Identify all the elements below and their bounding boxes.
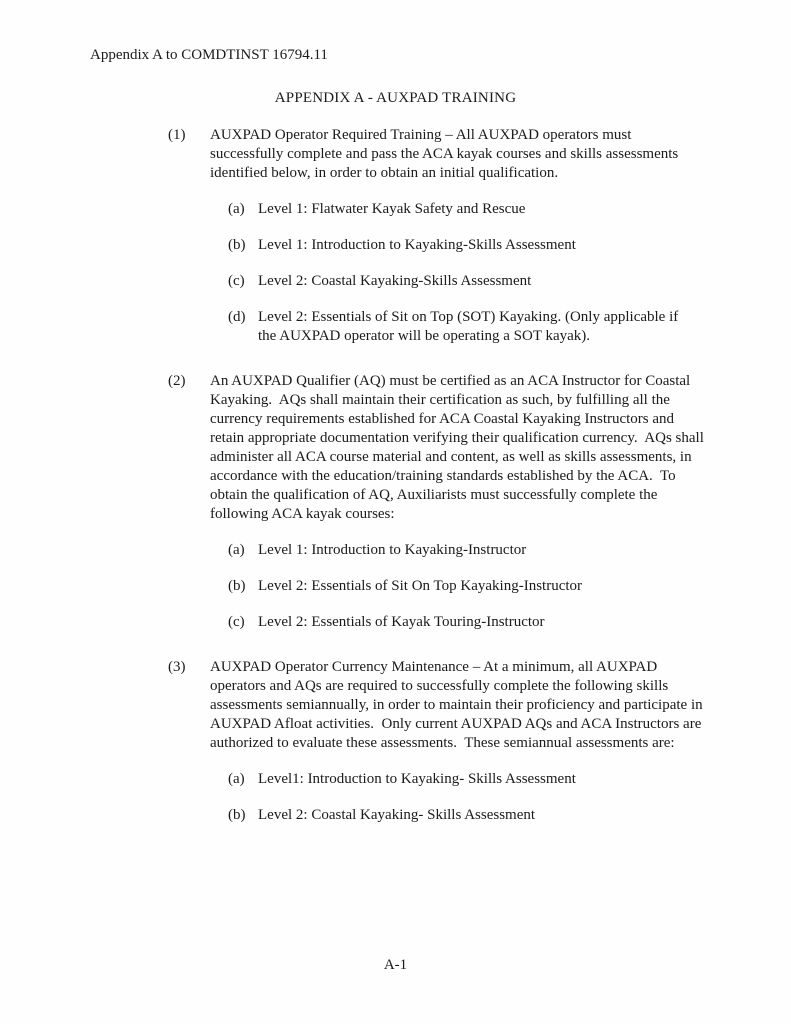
list-item-label: (b) xyxy=(228,807,246,823)
numbered-paragraph-1 xyxy=(168,126,708,346)
list-item-text: Level 2: Coastal Kayaking- Skills Assessment xyxy=(258,807,536,823)
list-item xyxy=(228,577,708,596)
page-title: APPENDIX A - AUXPAD TRAINING xyxy=(274,90,517,106)
list-item-label: (a) xyxy=(228,201,245,217)
numbered-paragraph-3 xyxy=(168,658,708,825)
paragraph-body xyxy=(210,126,708,346)
paragraph-body xyxy=(210,372,708,632)
list-item xyxy=(228,770,708,789)
paragraph-number: (2) xyxy=(168,373,186,389)
list-item-label: (c) xyxy=(228,273,245,289)
paragraph-text: AUXPAD Operator Currency Maintenance – At a minimum, all AUXPAD operators and AQs are required to successfully complete the following skills assessments semiannually, in order to maintain their proficiency and participate in AUXPAD Afloat activities. Only current AUXPAD AQs and ACA Instructors are authorized to evaluate these assessments. These semiannual assessments are: xyxy=(210,659,706,751)
list-item xyxy=(228,613,708,632)
list-item-text: Level 2: Coastal Kayaking-Skills Assessment xyxy=(258,273,532,289)
lettered-list xyxy=(228,200,708,346)
list-item xyxy=(228,236,708,255)
list-item-label: (b) xyxy=(228,237,246,253)
list-item-label: (a) xyxy=(228,771,245,787)
list-item-text: Level1: Introduction to Kayaking- Skills Assessment xyxy=(258,771,576,787)
list-item-label: (d) xyxy=(228,309,246,325)
paragraph-text: An AUXPAD Qualifier (AQ) must be certified as an ACA Instructor for Coastal Kayaking. AQs shall maintain their certification as such, by fulfilling all the currency requirements established for ACA Coastal Kayaking Instructors and retain appropriate documentation verifying their qualification currency. AQs shall administer all ACA course material and content, as well as skills assessments, in accordance with the education/training standards established by the ACA. To obtain the qualification of AQ, Auxiliarists must successfully complete the following ACA kayak courses: xyxy=(210,373,708,522)
list-item-label: (a) xyxy=(228,542,245,558)
list-item xyxy=(228,272,708,291)
list-item xyxy=(228,541,708,560)
list-item xyxy=(228,806,708,825)
list-item-text: Level 2: Essentials of Sit on Top (SOT) Kayaking. (Only applicable if the AUXPAD operator will be operating a SOT kayak). xyxy=(258,309,683,344)
list-item-text: Level 2: Essentials of Sit On Top Kayaking-Instructor xyxy=(258,578,583,594)
list-item-text: Level 2: Essentials of Kayak Touring-Instructor xyxy=(258,614,545,630)
page-number: A-1 xyxy=(383,957,408,973)
paragraph-text: AUXPAD Operator Required Training – All AUXPAD operators must successfully complete and pass the ACA kayak courses and skills assessments identified below, in order to obtain an initial qualification. xyxy=(210,127,683,181)
list-item-text: Level 1: Introduction to Kayaking-Instructor xyxy=(258,542,527,558)
document-body xyxy=(168,126,708,825)
paragraph-number: (3) xyxy=(168,659,186,675)
list-item xyxy=(228,308,708,346)
lettered-list xyxy=(228,541,708,632)
list-item-label: (c) xyxy=(228,614,245,630)
list-item-label: (b) xyxy=(228,578,246,594)
list-item-text: Level 1: Flatwater Kayak Safety and Rescue xyxy=(258,201,526,217)
paragraph-number: (1) xyxy=(168,127,186,143)
numbered-paragraph-2 xyxy=(168,372,708,632)
document-header: Appendix A to COMDTINST 16794.11 xyxy=(90,47,328,63)
paragraph-body xyxy=(210,658,708,825)
list-item-text: Level 1: Introduction to Kayaking-Skills Assessment xyxy=(258,237,576,253)
lettered-list xyxy=(228,770,708,825)
list-item xyxy=(228,200,708,219)
